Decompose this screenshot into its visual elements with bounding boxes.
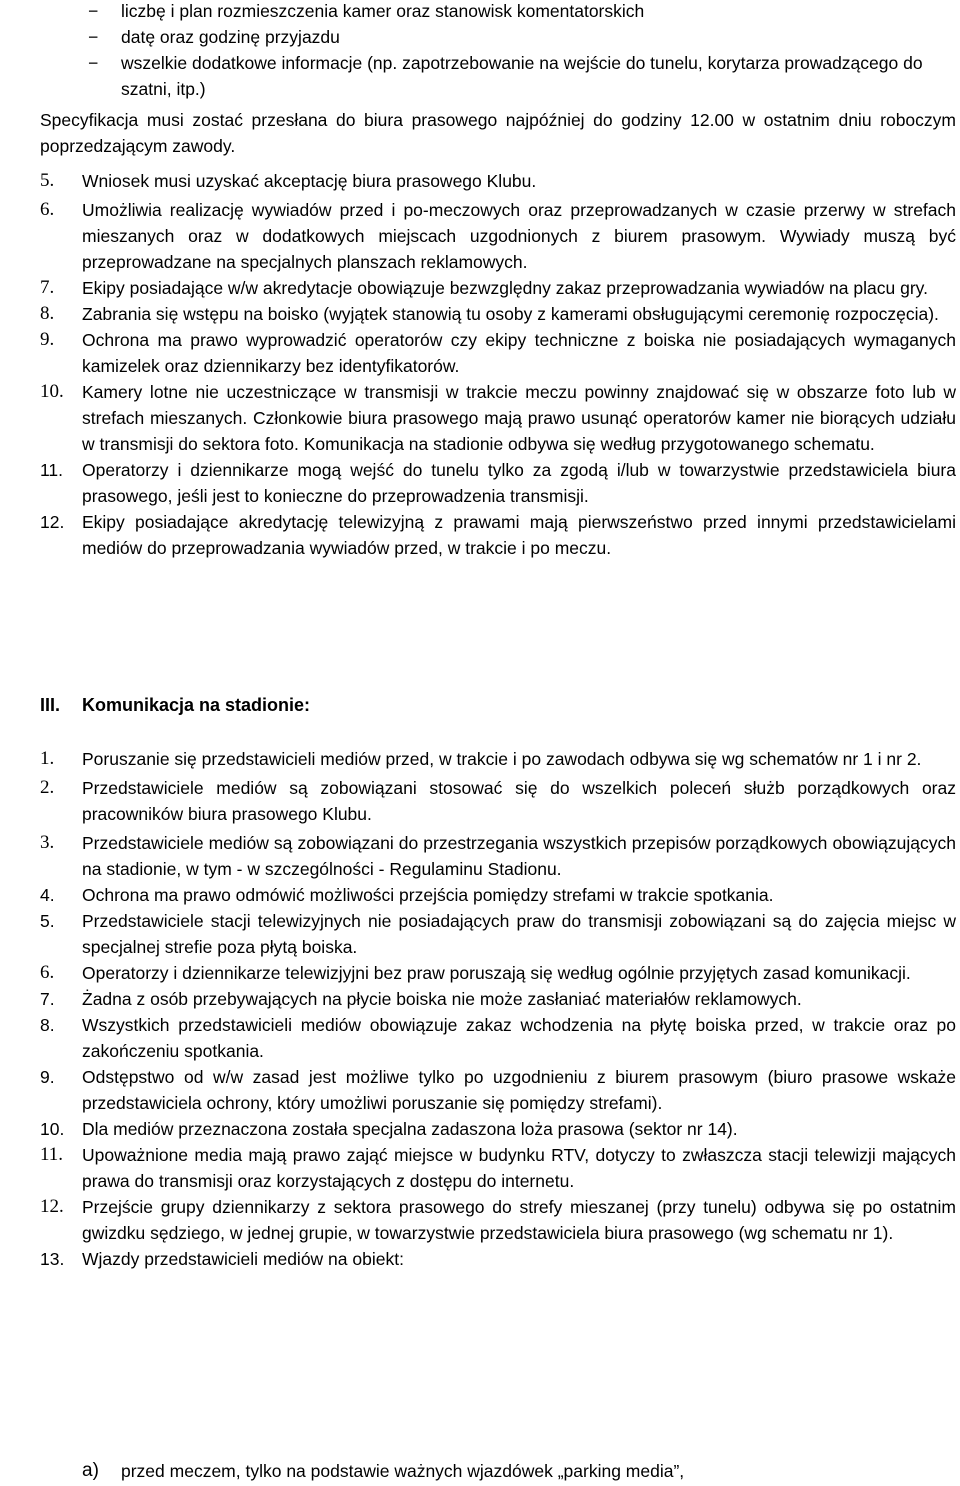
section-title: Komunikacja na stadionie: xyxy=(82,695,311,715)
item-number: 7. xyxy=(40,989,55,1009)
item-number: 13. xyxy=(40,1249,65,1269)
item-number: 10. xyxy=(40,1119,65,1139)
list-item xyxy=(0,327,960,379)
dash-item-text: wszelkie dodatkowe informacje (np. zapotrzebowanie na wejście do tunelu, korytarza prowadzącego do szatni, itp.) xyxy=(121,53,923,99)
item-number: 1. xyxy=(40,748,55,769)
list-item xyxy=(0,275,960,301)
item-text: Dla mediów przeznaczona została specjalna zadaszona loża prasowa (sektor nr 14). xyxy=(82,1119,738,1139)
dash-list-item xyxy=(0,0,960,24)
list-item xyxy=(0,986,960,1012)
item-number: 4. xyxy=(40,885,55,905)
list-item xyxy=(0,379,960,457)
item-number: 12. xyxy=(40,1196,64,1217)
dash-marker: − xyxy=(88,53,99,73)
item-number: 12. xyxy=(40,512,65,532)
item-text: Przejście grupy dziennikarzy z sektora prasowego do strefy mieszanej (przy tunelu) odbywa się po ostatnim gwizdku sędziego, w jednej grupie, w towarzystwie przedstawiciela biura prasowego (wg schematu nr 1). xyxy=(82,1197,956,1243)
list-item xyxy=(0,746,960,772)
item-text: Kamery lotne nie uczestniczące w transmisji w trakcie meczu powinny znajdować się w obszarze foto lub w strefach mieszanych. Członkowie biura prasowego mają prawo usunąć operatorów kamer nie biorących udziału w transmisji do sektora foto. Komunikacja na stadionie odbywa się według przygotowanego schematu. xyxy=(82,382,956,454)
item-number: 5. xyxy=(40,170,55,191)
item-text: Upoważnione media mają prawo zająć miejsce w budynku RTV, dotyczy to zwłaszcza stacji telewizji mających prawa do transmisji oraz korzystających z dostępu do internetu. xyxy=(82,1145,956,1191)
sub-item-text: przed meczem, tylko na podstawie ważnych wjazdówek „parking media”, xyxy=(121,1461,685,1481)
item-text: Ochrona ma prawo odmówić możliwości przejścia pomiędzy strefami w trakcie spotkania. xyxy=(82,885,774,905)
item-number: 3. xyxy=(40,832,55,853)
item-text: Żadna z osób przebywających na płycie boiska nie może zasłaniać materiałów reklamowych. xyxy=(82,989,802,1009)
list-item xyxy=(0,1194,960,1246)
list-item xyxy=(0,301,960,327)
list-item xyxy=(0,509,960,561)
item-number: 7. xyxy=(40,277,55,298)
list-item xyxy=(0,775,960,827)
item-text: Wszystkich przedstawicieli mediów obowiązuje zakaz wchodzenia na płytę boiska przed, w trakcie oraz po zakończeniu spotkania. xyxy=(82,1015,956,1061)
item-number: 11. xyxy=(40,460,64,480)
list-item xyxy=(0,908,960,960)
item-text: Przedstawiciele mediów są zobowiązani stosować się do wszelkich poleceń służb porządkowych oraz pracowników biura prasowego Klubu. xyxy=(82,778,956,824)
section-3-list xyxy=(0,746,960,1272)
item-text: Operatorzy i dziennikarze mogą wejść do tunelu tylko za zgodą i/lub w towarzystwie przedstawiciela biura prasowego, jeśli jest to konieczne do przeprowadzenia transmisji. xyxy=(82,460,956,506)
section-2-list xyxy=(0,168,960,561)
item-text: Zabrania się wstępu na boisko (wyjątek stanowią tu osoby z kamerami obsługującymi ceremonię rozpoczęcia). xyxy=(82,304,939,324)
dash-list-item xyxy=(0,24,960,50)
list-item xyxy=(0,830,960,882)
item-text: Wniosek musi uzyskać akceptację biura prasowego Klubu. xyxy=(82,171,537,191)
item-number: 9. xyxy=(40,1067,55,1087)
item-number: 5. xyxy=(40,911,55,931)
list-item xyxy=(0,960,960,986)
item-number: 6. xyxy=(40,962,55,983)
item-text: Operatorzy i dziennikarze telewizjyjni bez praw poruszają się według ogólnie przyjętych zasad komunikacji. xyxy=(82,963,911,983)
item-number: 8. xyxy=(40,303,55,324)
dash-marker: − xyxy=(88,1,99,21)
specification-paragraph: Specyfikacja musi zostać przesłana do biura prasowego najpóźniej do godziny 12.00 w ostatnim dniu roboczym poprzedzającym zawody. xyxy=(40,110,956,156)
item-text: Przedstawiciele stacji telewizyjnych nie posiadających praw do transmisji zobowiązani są do zajęcia miejsc w specjalnej strefie poza płytą boiska. xyxy=(82,911,956,957)
list-item xyxy=(0,457,960,509)
list-item xyxy=(0,1012,960,1064)
item-text: Wjazdy przedstawicieli mediów na obiekt: xyxy=(82,1249,404,1269)
item-number: 2. xyxy=(40,777,55,798)
list-item xyxy=(0,882,960,908)
item-text: Ekipy posiadające w/w akredytacje obowiązuje bezwzględny zakaz przeprowadzania wywiadów na placu gry. xyxy=(82,278,928,298)
list-item xyxy=(0,1142,960,1194)
sub-item-letter: a) xyxy=(82,1460,99,1481)
item-text: Ekipy posiadające akredytację telewizyjną z prawami mają pierwszeństwo przed innymi przedstawicielami mediów do przeprowadzania wywiadów przed, w trakcie i po meczu. xyxy=(82,512,956,558)
dash-item-text: liczbę i plan rozmieszczenia kamer oraz stanowisk komentatorskich xyxy=(121,1,645,21)
section-number: III. xyxy=(40,695,61,715)
item-number: 6. xyxy=(40,199,55,220)
dash-marker: − xyxy=(88,27,99,47)
dash-item-text: datę oraz godzinę przyjazdu xyxy=(121,27,340,47)
item-text: Poruszanie się przedstawicieli mediów przed, w trakcie i po zawodach odbywa się wg schematów nr 1 i nr 2. xyxy=(82,749,922,769)
dash-list xyxy=(0,0,960,102)
item-text: Przedstawiciele mediów są zobowiązani do przestrzegania wszystkich przepisów porządkowych obowiązujących na stadionie, w tym - w szczególności - Regulaminu Stadionu. xyxy=(82,833,956,879)
list-item xyxy=(0,168,960,194)
list-item xyxy=(0,1116,960,1142)
list-item xyxy=(0,1064,960,1116)
item-text: Ochrona ma prawo wyprowadzić operatorów czy ekipy techniczne z boiska nie posiadających wymaganych kamizelek oraz dziennikarzy bez identyfikatorów. xyxy=(82,330,956,376)
list-item xyxy=(0,197,960,275)
item-text: Odstępstwo od w/w zasad jest możliwe tylko po uzgodnieniu z biurem prasowym (biuro prasowe wskaże przedstawiciela ochrony, który umożliwi poruszanie się pomiędzy strefami). xyxy=(82,1067,956,1113)
item-number: 9. xyxy=(40,329,55,350)
item-number: 11. xyxy=(40,1144,64,1165)
item-number: 10. xyxy=(40,381,64,402)
dash-list-item xyxy=(0,50,960,102)
list-item xyxy=(0,1246,960,1272)
item-number: 8. xyxy=(40,1015,55,1035)
item-text: Umożliwia realizację wywiadów przed i po-meczowych oraz przeprowadzanych w czasie przerwy w strefach mieszanych oraz w dodatkowych miejscach uzgodnionych z biurem prasowym. Wywiady muszą być przeprowadzane na specjalnych planszach reklamowych. xyxy=(82,200,956,272)
